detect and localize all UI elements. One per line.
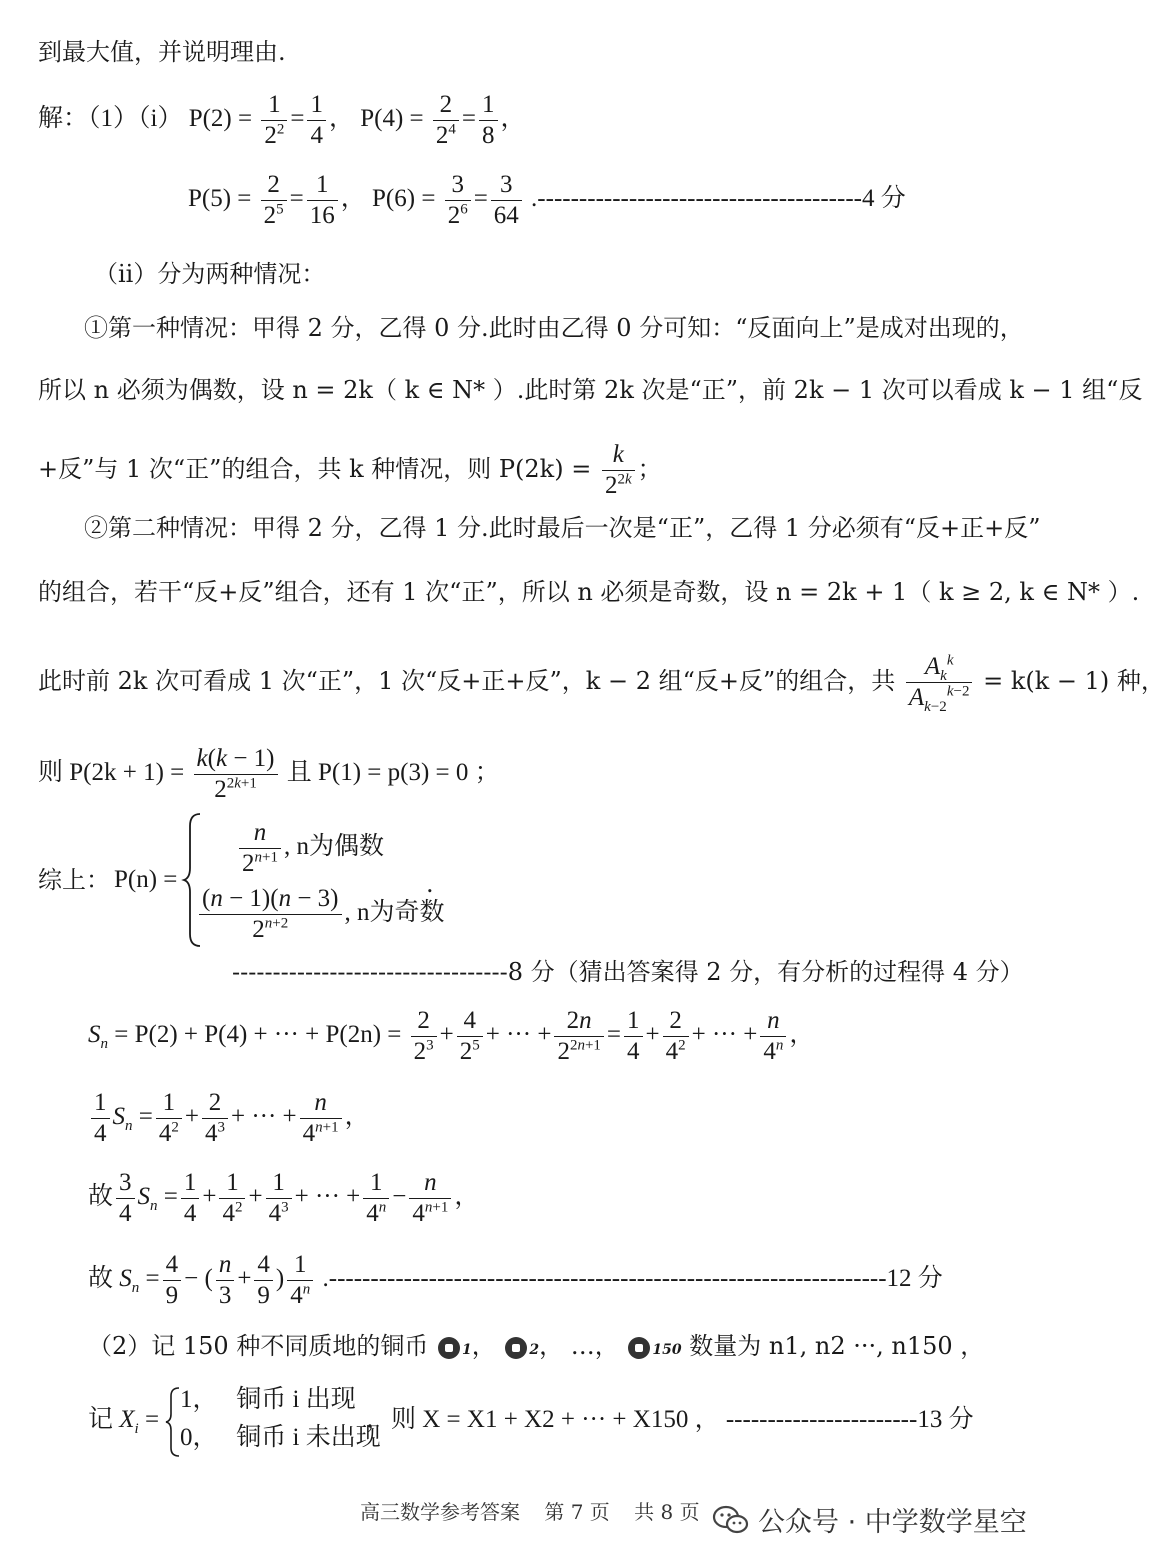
sn-expr: = P(2) + P(4) + ··· + P(2n) = — [114, 1021, 402, 1049]
intro-line: 到最大值，并说明理由. — [38, 38, 286, 66]
case1-line2: 所以 n 必须为偶数，设 n = 2k（ k ∈ N* ）.此时第 2k 次是“正”，前 2k − 1 次可以看成 k − 1 组“反 — [38, 376, 1143, 404]
case-odd: $\frac{(n - 1)(n - 3)}{2^{n+2}}$ , n为奇数 — [196, 884, 445, 945]
p6-label: P(6) = — [372, 185, 436, 213]
coin-icon — [628, 1337, 650, 1359]
sn-result-line: 故 $S_n$ = $\frac{4}{9}$ − ( $\frac{n}{3}$ + $\frac{4}{9}$ ) $\frac{1}{4^n}$ .-------------------------------------------------------------------12 分 — [88, 1251, 943, 1309]
summary-period: . — [426, 870, 434, 898]
part2-counts: 数量为 n1, n2 ···, n150 ， — [689, 1332, 985, 1360]
odd-formula-label: 则 P(2k + 1) = — [38, 759, 185, 787]
xi-pre: 记 — [88, 1406, 114, 1433]
comma: ， — [344, 1103, 370, 1131]
score-12: .-------------------------------------------------------------------12 分 — [322, 1265, 943, 1293]
watermark — [712, 1500, 1027, 1539]
xi-case2-label: 铜币 i 未出现 — [236, 1424, 381, 1451]
page-footer — [360, 1496, 718, 1525]
summary-label: 综上： — [38, 866, 110, 894]
x-sum: ，则 X = X1 + X2 + ··· + X150 ， -----------------------13 分 — [366, 1406, 974, 1433]
odd-formula-line: 则 P(2k + 1) = $\frac{k(k - 1)}{2^{2k+1}}$ 且 P(1) = p(3) = 0 ； — [38, 745, 500, 803]
pn-label: P(n) = — [114, 866, 178, 893]
case2-line1: ②第二种情况：甲得 2 分，乙得 1 分.此时最后一次是“正”，乙得 1 分必须有“反+正+反” — [84, 514, 1041, 542]
xi-case1: 1， 铜币 i 出现 — [180, 1386, 356, 1413]
xi-case1-label: 铜币 i 出现 — [236, 1386, 356, 1413]
score-8: ----------------------------------8 分（猜出答案得 2 分，有分析的过程得 4 分） — [232, 958, 1024, 986]
case2-text: 此时前 2k 次可看成 1 次“正”，1 次“反+正+反”，k − 2 组“反+反”的组合，共 — [38, 667, 896, 695]
case2-line2: 的组合，若干“反+反”组合，还有 1 次“正”，所以 n 必须是奇数，设 n = 2k + 1（ k ≥ 2, k ∈ N* ）. — [38, 578, 1140, 606]
case1-line3: +反”与 1 次“正”的组合，共 k 种情况，则 P(2k) = $\frac{k}{2^{2k}}$ ； — [38, 441, 662, 499]
footer-page: 第 7 页 — [544, 1500, 610, 1524]
wechat-icon — [712, 1504, 750, 1536]
part2-text: （2）记 150 种不同质地的铜币 — [88, 1332, 429, 1360]
solution-label: 解：（1）（i） — [38, 105, 183, 133]
case2-line3: 此时前 2k 次可看成 1 次“正”，1 次“反+正+反”，k − 2 组“反+反”的组合，共 $\frac{A_k^k}{A_{k-2}^{k-2}}$ = k(k − 1) 种， — [38, 652, 1165, 715]
base-values: 且 P(1) = p(3) = 0 ； — [286, 759, 500, 787]
case1-line1: ①第一种情况：甲得 2 分，乙得 0 分.此时由乙得 0 分可知：“反面向上”是成对出现的， — [84, 314, 1024, 342]
p5-p6-line: P(5) = $\frac{2}{2^5}$ = $\frac{1}{16}$ ， P(6) = $\frac{3}{2^6}$ = $\frac{3}{64}$ .---------------------------------------4 分 — [188, 171, 906, 229]
p2-label: P(2) = — [188, 105, 253, 133]
part2-line: （2）记 150 种不同质地的铜币 1， 2， …， 150 数量为 n1, n2 ···, n150 ， — [88, 1332, 985, 1360]
xi-case2: 0， 铜币 i 未出现 — [180, 1424, 381, 1451]
three-quarter-sn-line: 故 $\frac{3}{4}$ $S_n$ = $\frac{1}{4}$ + $\frac{1}{4^2}$ + $\frac{1}{4^3}$ + ··· + $\frac{1}{4^n}$ − $\frac{n}{4^{n+1}}$ ， — [88, 1169, 480, 1227]
solution-part1-line: 解：（1）（i） P(2) = $\frac{1}{2^2}$ = $\frac{1}{4}$ ， P(4) = $\frac{2}{2^4}$ = $\frac{1}{8}$ ， — [38, 91, 526, 149]
score-4: .---------------------------------------4 分 — [531, 185, 906, 213]
case-odd-label: , n为奇数 — [344, 899, 445, 927]
footer-total: 共 8 页 — [634, 1500, 700, 1524]
quarter-sn-line: $\frac{1}{4}$ $S_n$ = $\frac{1}{4^2}$ + $\frac{2}{4^3}$ + ··· + $\frac{n}{4^{n+1}}$ ， — [88, 1088, 370, 1149]
watermark-label: 公众号 · 中学数学星空 — [758, 1507, 1027, 1538]
coin-icon — [505, 1337, 527, 1359]
case-intro: （ii）分为两种情况： — [94, 260, 326, 288]
case2-result: = k(k − 1) 种， — [983, 667, 1165, 695]
case-even: $\frac{n}{2^{n+1}}$ , n为偶数 — [236, 818, 384, 879]
footer-title: 高三数学参考答案 — [360, 1500, 520, 1524]
therefore-2: 故 — [88, 1265, 114, 1293]
p5-label: P(5) = — [188, 185, 252, 213]
case-even-label: , n为偶数 — [283, 833, 384, 861]
case1-text: +反”与 1 次“正”的组合，共 k 种情况，则 P(2k) = — [38, 455, 592, 483]
coin-icon — [438, 1337, 460, 1359]
sn-line: $S_n = P(2) + P(4)$ + ··· + P(2n) = $\frac{2}{2^3}$ + $\frac{4}{2^5}$ + ··· + $\frac{2n}{2^{2n+1}}$ = $\frac{1}{4}$ + $\frac{2}{4^2}$ + ··· + $\frac{n}{4^n}$ ， — [88, 1007, 815, 1065]
p4-label: P(4) = — [360, 105, 424, 133]
therefore-1: 故 — [88, 1183, 114, 1211]
xi-label: 记 $X_i$ = — [88, 1406, 160, 1437]
